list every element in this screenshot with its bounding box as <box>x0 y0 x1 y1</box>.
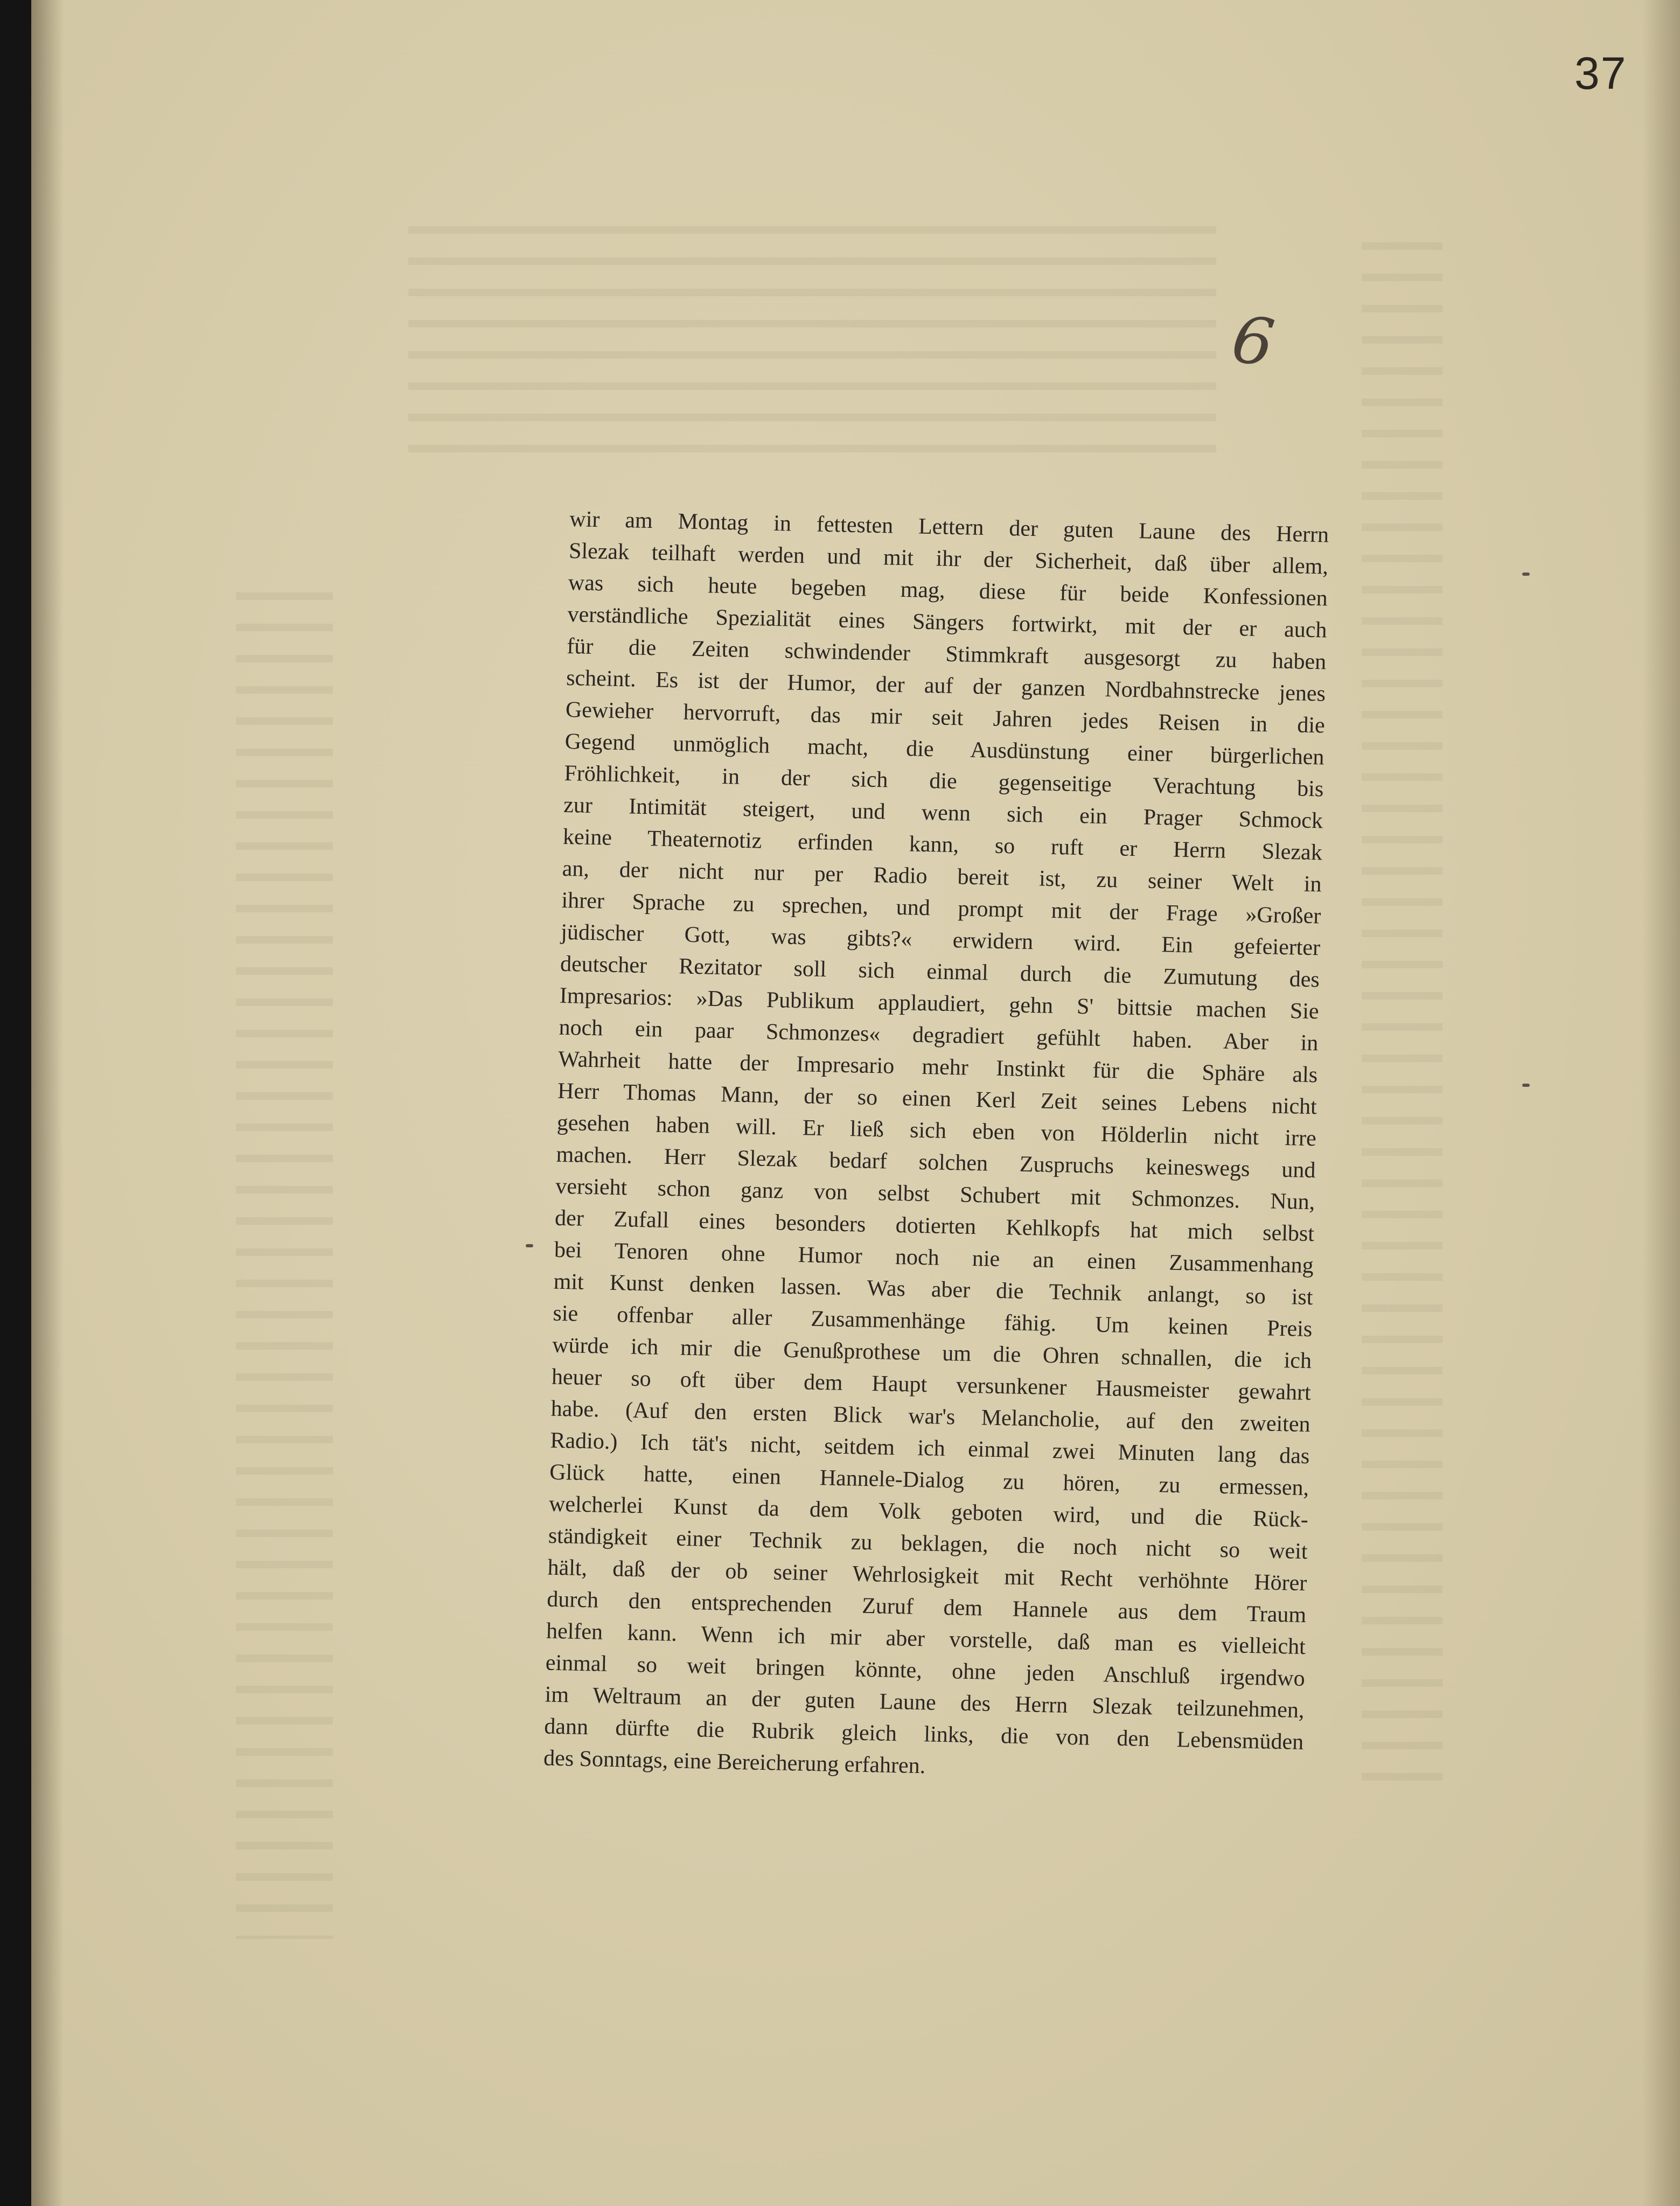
text-line: heuer so oft über dem Haupt versunkener Hausmeister gewahrt <box>551 1364 1312 1406</box>
margin-mark <box>526 1244 533 1247</box>
text-line: keine Theaternotiz erfinden kann, so ruft er Herrn Slezak <box>562 824 1323 865</box>
spine-shadow <box>31 0 64 2206</box>
pencil-annotation: 6 <box>1227 302 1279 382</box>
text-line: machen. Herr Slezak bedarf solchen Zuspruchs keineswegs und <box>556 1142 1316 1183</box>
text-line: dann dürfte die Rubrik gleich links, die von den Lebensmüden <box>543 1714 1304 1755</box>
text-line: helfen kann. Wenn ich mir aber vorstelle, daß man es vielleicht <box>546 1618 1306 1660</box>
text-line: Gewieher hervorruft, das mir seit Jahren jedes Reisen in die <box>565 697 1326 738</box>
text-line: ihrer Sprache zu sprechen, und prompt mit der Frage »Großer <box>561 888 1321 929</box>
text-line: gesehen haben will. Er ließ sich eben von Hölderlin nicht irre <box>556 1110 1317 1151</box>
body-text <box>543 504 1329 1790</box>
margin-mark <box>1522 573 1530 576</box>
text-line: des Sonntags, eine Bereicherung erfahren. <box>543 1746 926 1779</box>
text-line: wir am Montag in fettesten Lettern der guten Laune des Herrn <box>569 506 1329 548</box>
show-through-text-top <box>408 226 1216 452</box>
text-line: Fröhlichkeit, in der sich die gegenseitige Verachtung bis <box>564 760 1324 802</box>
text-line: für die Zeiten schwindender Stimmkraft ausgesorgt zu haben <box>566 633 1327 675</box>
text-line: im Weltraum an der guten Laune des Herrn Slezak teilzunehmen, <box>545 1682 1305 1723</box>
text-line: Glück hatte, einen Hannele-Dialog zu hören, zu ermessen, <box>549 1460 1309 1501</box>
text-line: ständigkeit einer Technik zu beklagen, die noch nicht so weit <box>548 1523 1308 1565</box>
page-edge-shadow <box>1642 0 1680 2206</box>
text-line: mit Kunst denken lassen. Was aber die Technik anlangt, so ist <box>553 1269 1313 1310</box>
show-through-text-left <box>236 592 333 1939</box>
text-line: scheint. Es ist der Humor, der auf der ganzen Nordbahnstrecke jenes <box>566 665 1326 707</box>
text-line: jüdischer Gott, was gibts?« erwidern wird. Ein gefeierter <box>560 919 1321 961</box>
text-line: hält, daß der ob seiner Wehrlosigkeit mit Recht verhöhnte Hörer <box>547 1555 1307 1596</box>
text-line: sie offenbar aller Zusammenhänge fähig. Um keinen Preis <box>553 1301 1313 1342</box>
text-line: zur Intimität steigert, und wenn sich ein Prager Schmock <box>563 792 1323 834</box>
text-line: deutscher Rezitator soll sich einmal durch die Zumutung des <box>560 951 1320 993</box>
show-through-text-right <box>1362 242 1442 1804</box>
text-line: Gegend unmöglich macht, die Ausdünstung einer bürgerlichen <box>564 729 1325 770</box>
text-line: durch den entsprechenden Zuruf dem Hannele aus dem Traum <box>546 1587 1307 1628</box>
page-number: 37 <box>1574 48 1627 99</box>
text-line: habe. (Auf den ersten Blick war's Melancholie, auf den zweiten <box>550 1396 1310 1437</box>
text-line: Herr Thomas Mann, der so einen Kerl Zeit seines Lebens nicht <box>557 1078 1317 1120</box>
document-page <box>31 0 1680 2206</box>
text-line: Wahrheit hatte der Impresario mehr Instinkt für die Sphäre als <box>557 1046 1318 1088</box>
text-line: Slezak teilhaft werden und mit ihr der Sicherheit, daß über allem, <box>568 538 1329 580</box>
text-line: würde ich mir die Genußprothese um die Ohren schnallen, die ich <box>552 1332 1312 1374</box>
text-line: Impresarios: »Das Publikum applaudiert, gehn S' bittsie machen Sie <box>559 983 1320 1024</box>
text-line: Radio.) Ich tät's nicht, seitdem ich einmal zwei Minuten lang das <box>550 1428 1310 1469</box>
text-line: an, der nicht nur per Radio bereit ist, zu seiner Welt in <box>562 856 1322 897</box>
text-line: einmal so weit bringen könnte, ohne jeden Anschluß irgendwo <box>545 1650 1306 1692</box>
text-line: noch ein paar Schmonzes« degradiert gefühlt haben. Aber in <box>559 1015 1319 1056</box>
text-line: versieht schon ganz von selbst Schubert mit Schmonzes. Nun, <box>555 1174 1315 1215</box>
text-line: welcherlei Kunst da dem Volk geboten wird, und die Rück- <box>548 1491 1309 1533</box>
text-line: bei Tenoren ohne Humor noch nie an einen Zusammenhang <box>554 1237 1314 1279</box>
text-line: der Zufall eines besonders dotierten Kehlkopfs hat mich selbst <box>554 1205 1315 1247</box>
text-line: was sich heute begeben mag, diese für beide Konfessionen <box>568 570 1328 611</box>
margin-mark <box>1522 1084 1530 1087</box>
text-line: verständliche Spezialität eines Sängers fortwirkt, mit der er auch <box>567 602 1327 643</box>
